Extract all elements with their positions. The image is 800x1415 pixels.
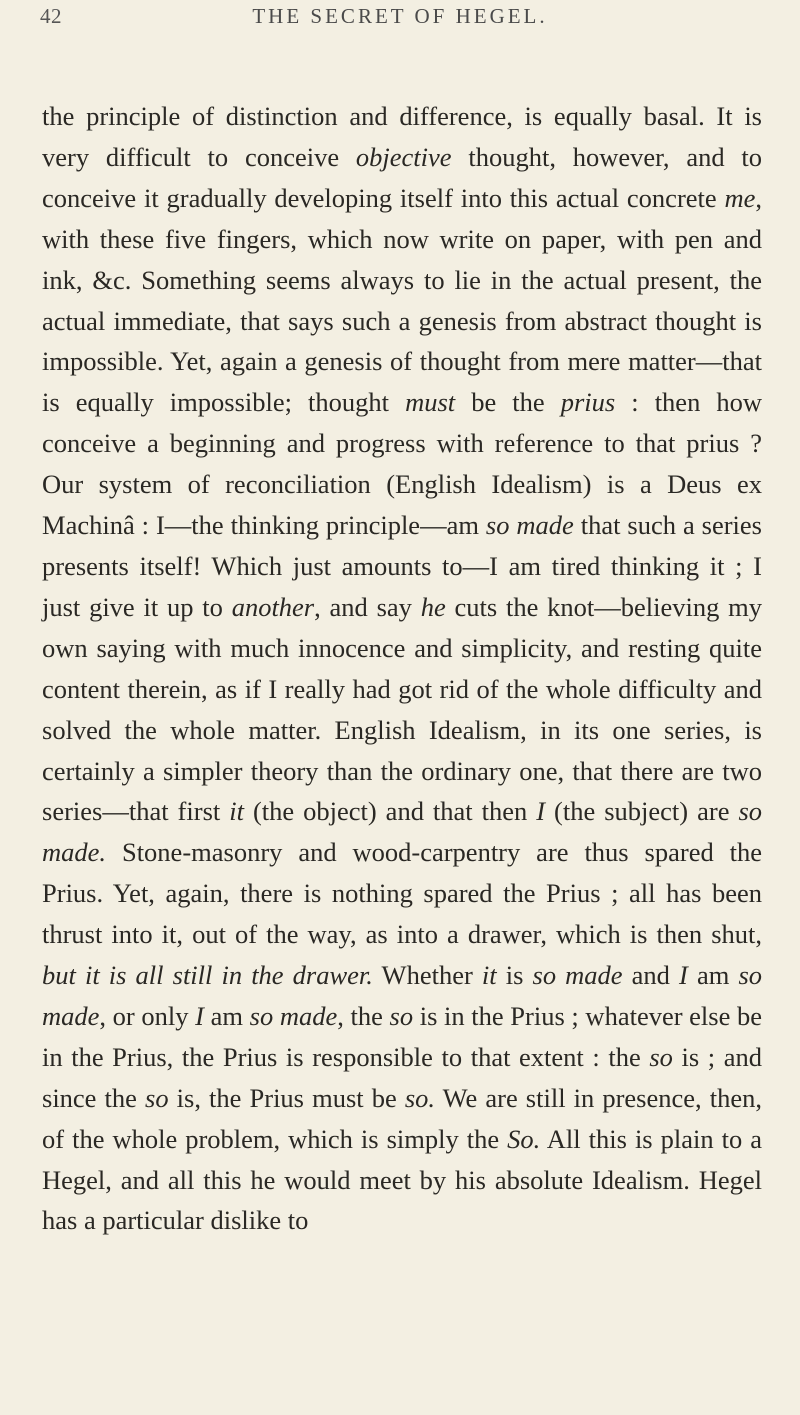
italic-text-run: so made (532, 960, 623, 991)
italic-text-run: so (649, 1041, 673, 1072)
text-run: am (203, 1000, 250, 1031)
text-run: is (496, 960, 533, 991)
italic-text-run: so. (404, 1082, 436, 1113)
italic-text-run: objective (355, 141, 452, 172)
italic-text-run: I (679, 960, 688, 991)
text-run: , and say (314, 591, 421, 622)
paragraph (42, 96, 762, 1241)
text-run: Whether (372, 960, 482, 991)
italic-text-run: but it is all still in the drawer. (42, 960, 373, 991)
italic-text-run: so made (42, 960, 763, 1031)
text-run: : then how conceive a beginning and progress with reference to that prius ? Our system of reconciliation (English Idealism) is a Deus ex Machinâ : I—the thinking principle—am (42, 387, 763, 541)
italic-text-run: he (420, 591, 446, 622)
italic-text-run: I (536, 796, 546, 827)
text-run: (the object) and that then (243, 796, 537, 827)
text-run: We are still in presence, then, of the whole problem, which is simply the (42, 1082, 762, 1154)
italic-text-run: me (724, 182, 756, 213)
text-run: is, the Prius must be (168, 1082, 405, 1113)
text-run: Stone-masonry and wood-carpentry are thus spared the Prius. Yet, again, there is nothing spared the Prius ; all has been thrust into it, out of the way, as into a drawer, which is then shut, (42, 837, 762, 950)
page-number: 42 (40, 4, 62, 28)
text-run: is ; and since the (42, 1041, 762, 1113)
text-run: be the (455, 387, 561, 418)
body-text (42, 96, 762, 1241)
text-run: cuts the knot—believing my own saying with much innocence and simplicity, and resting quite content therein, as if I really had got rid of the whole difficulty and solved the whole matter. English Idealism, in its one series, is certainly a simpler theory than the ordinary one, that there are two series—that first (42, 591, 763, 827)
italic-text-run: so (389, 1000, 414, 1031)
text-run: All this is plain to a Hegel, and all this he would meet by his absolute Idealism. Hegel has a particular dislike to (42, 1123, 762, 1236)
italic-text-run: another (231, 591, 315, 622)
italic-text-run: so made (485, 510, 574, 541)
italic-text-run: it (229, 796, 244, 827)
italic-text-run: it (481, 960, 497, 991)
italic-text-run: so made (249, 1000, 338, 1031)
italic-text-run: so made. (42, 796, 763, 868)
running-title: THE SECRET OF HEGEL. (252, 4, 548, 28)
text-run: , or only (99, 1000, 196, 1031)
italic-text-run: prius (560, 387, 616, 418)
text-run: and (622, 960, 680, 991)
italic-text-run: so (145, 1082, 169, 1113)
text-run: the principle of distinction and difference, is equally basal. It is very difficult to conceive (42, 101, 762, 172)
text-run: , the (337, 1000, 390, 1031)
italic-text-run: must (405, 387, 456, 418)
text-run: that such a series presents itself! Which just amounts to—I am tired thinking it ; I just give it up to (42, 510, 762, 622)
italic-text-run: I (195, 1000, 204, 1031)
italic-text-run: So. (507, 1123, 541, 1154)
text-run: , with these five fingers, which now write on paper, with pen and ink, &c. Something seems always to lie in the actual present, the actual immediate, that says such a genesis from abstract thought is impossible. Yet, again a genesis of thought from mere matter—that is equally impossible; thought (42, 182, 762, 418)
text-run: is in the Prius ; whatever else be in the Prius, the Prius is responsible to that extent : the (42, 1000, 763, 1072)
text-run: am (687, 960, 739, 991)
text-run: thought, however, and to conceive it gradually developing itself into this actual concrete (42, 141, 763, 213)
page-header (0, 4, 800, 34)
text-run: (the subject) are (545, 796, 739, 827)
